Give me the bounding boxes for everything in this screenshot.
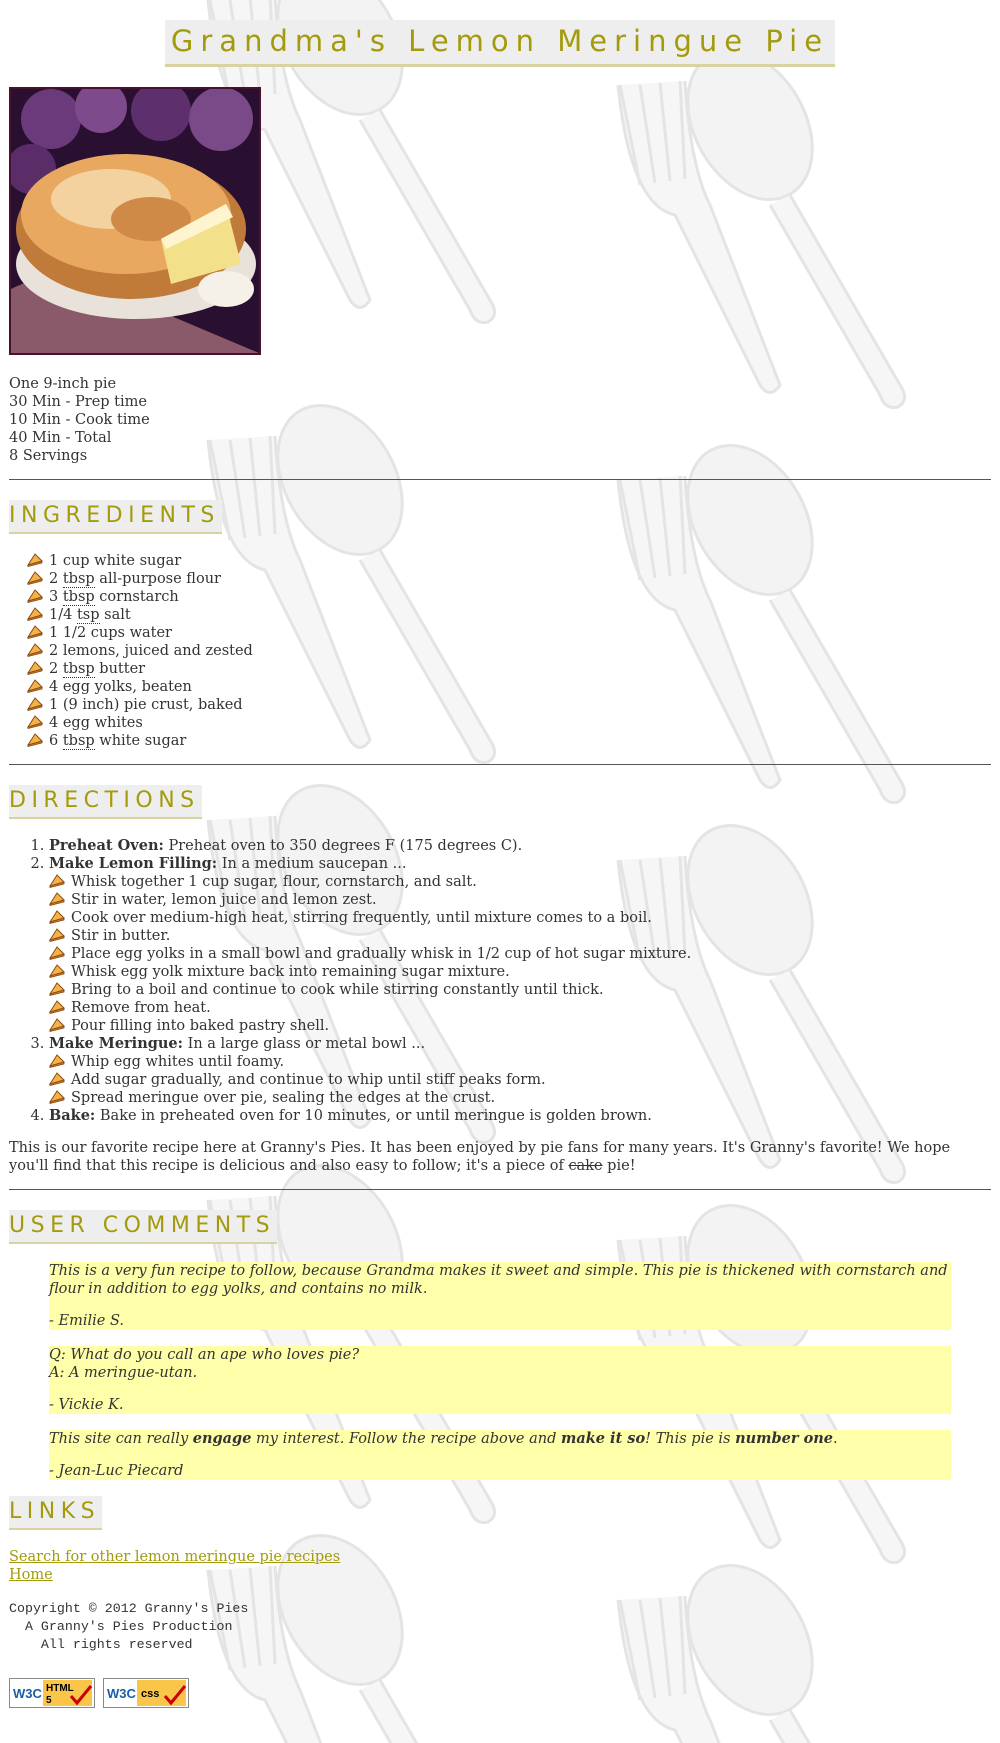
- ingredient-item: 4 egg whites: [27, 714, 991, 732]
- comment-vickie: [49, 1346, 951, 1414]
- comment-text: This is a very fun recipe to follow, because Grandma makes it sweet and simple. This pie is thickened with cornstarch and flour in addition to egg yolks, and contains no milk.: [49, 1263, 948, 1297]
- step-label: Make Meringue:: [49, 1035, 183, 1052]
- pie-slice-icon: [27, 679, 43, 693]
- direction-step: [49, 1107, 991, 1125]
- divider: [9, 479, 991, 480]
- comments-heading: USER COMMENTS: [9, 1210, 277, 1244]
- yield-text: One 9-inch pie: [9, 376, 117, 392]
- substep-item: Whisk egg yolk mixture back into remaining sugar mixture.: [49, 963, 991, 981]
- ingredient-item: 2 lemons, juiced and zested: [27, 642, 991, 660]
- pie-slice-icon: [49, 982, 65, 996]
- unit-abbr: tbsp: [62, 571, 95, 587]
- ingredient-item: 2 tbsp butter: [27, 660, 991, 678]
- cook-time-text: 10 Min - Cook time: [9, 412, 150, 428]
- substep-item: Place egg yolks in a small bowl and gradually whisk in 1/2 cup of hot sugar mixture.: [49, 945, 991, 963]
- note-end: pie!: [602, 1158, 636, 1174]
- pie-slice-icon: [49, 1072, 65, 1086]
- pie-slice-icon: [49, 928, 65, 942]
- comment-text: This site can really engage my interest. Follow the recipe above and make it so! This pie is number one.: [49, 1430, 838, 1447]
- css-label: css: [141, 1688, 160, 1700]
- total-time-text: 40 Min - Total: [9, 430, 112, 446]
- note-text: This is our favorite recipe here at Granny's Pies. It has been enjoyed by pie fans for many years. It's Granny's favorite! We hope you'll find that this recipe is delicious and also easy to follow; it's a piece of: [9, 1140, 951, 1174]
- production-line: A Granny's Pies Production: [9, 1619, 233, 1634]
- ingredient-item: 1 cup white sugar: [27, 552, 991, 570]
- substep-list: [49, 1053, 991, 1107]
- ingredient-item: 2 tbsp all-purpose flour: [27, 570, 991, 588]
- pie-slice-icon: [49, 1090, 65, 1104]
- html-version: 5: [46, 1695, 52, 1706]
- html-label: HTML: [46, 1683, 74, 1694]
- comment-signature: - Emilie S.: [49, 1313, 124, 1329]
- page-title: Grandma's Lemon Meringue Pie: [165, 20, 835, 67]
- recipe-note: [9, 1139, 964, 1175]
- pie-slice-icon: [27, 643, 43, 657]
- step-text: Preheat oven to 350 degrees F (175 degrees C).: [163, 838, 523, 854]
- comment-signature: - Vickie K.: [49, 1397, 124, 1413]
- divider: [9, 1189, 991, 1190]
- pie-slice-icon: [49, 1000, 65, 1014]
- substep-item: Spread meringue over pie, sealing the edges at the crust.: [49, 1089, 991, 1107]
- substep-item: Remove from heat.: [49, 999, 991, 1017]
- w3c-css-badge[interactable]: [103, 1678, 189, 1708]
- substep-item: Stir in water, lemon juice and lemon zest.: [49, 891, 991, 909]
- ingredient-item: 1 (9 inch) pie crust, baked: [27, 696, 991, 714]
- substep-item: Whip egg whites until foamy.: [49, 1053, 991, 1071]
- pie-slice-icon: [49, 946, 65, 960]
- direction-step: [49, 837, 991, 855]
- substep-item: Bring to a boil and continue to cook while stirring constantly until thick.: [49, 981, 991, 999]
- unit-abbr: tbsp: [62, 733, 95, 749]
- ingredients-list: [9, 552, 991, 750]
- substep-item: Add sugar gradually, and continue to whip until stiff peaks form.: [49, 1071, 991, 1089]
- copyright-block: [9, 1600, 991, 1654]
- substep-item: Whisk together 1 cup sugar, flour, cornstarch, and salt.: [49, 873, 991, 891]
- pie-slice-icon: [49, 964, 65, 978]
- pie-slice-icon: [27, 697, 43, 711]
- rights-line: All rights reserved: [9, 1637, 193, 1652]
- substep-list: [49, 873, 991, 1035]
- unit-abbr: tbsp: [62, 589, 95, 605]
- ingredient-item: 4 egg yolks, beaten: [27, 678, 991, 696]
- w3c-html5-badge[interactable]: [9, 1678, 95, 1708]
- substep-item: Stir in butter.: [49, 927, 991, 945]
- directions-heading: DIRECTIONS: [9, 785, 202, 819]
- ingredients-heading: INGREDIENTS: [9, 500, 222, 534]
- comment-question: Q: What do you call an ape who loves pie?: [49, 1347, 360, 1363]
- ingredient-item: 6 tbsp white sugar: [27, 732, 991, 750]
- note-strike: cake: [568, 1158, 603, 1174]
- ingredient-item: 1/4 tsp salt: [27, 606, 991, 624]
- pie-slice-icon: [49, 910, 65, 924]
- w3c-label: W3C: [107, 1686, 136, 1701]
- step-label: Preheat Oven:: [49, 837, 164, 854]
- prep-time-text: 30 Min - Prep time: [9, 394, 147, 410]
- pie-slice-icon: [27, 625, 43, 639]
- pie-slice-icon: [27, 733, 43, 747]
- pie-photo: [9, 87, 261, 355]
- pie-slice-icon: [27, 571, 43, 585]
- step-text: In a large glass or metal bowl ...: [183, 1036, 426, 1052]
- substep-item: Pour filling into baked pastry shell.: [49, 1017, 991, 1035]
- pie-slice-icon: [49, 892, 65, 906]
- comment-answer: A: A meringue-utan.: [49, 1365, 198, 1381]
- comment-signature: - Jean-Luc Piecard: [49, 1463, 184, 1479]
- direction-step: [49, 1035, 991, 1107]
- ingredient-item: 1 1/2 cups water: [27, 624, 991, 642]
- divider: [9, 764, 991, 765]
- unit-abbr: tbsp: [62, 661, 95, 677]
- unit-abbr: tsp: [76, 607, 100, 623]
- step-text: Bake in preheated oven for 10 minutes, or until meringue is golden brown.: [95, 1108, 652, 1124]
- directions-list: [9, 837, 991, 1125]
- pie-slice-icon: [27, 661, 43, 675]
- step-text: In a medium saucepan ...: [217, 856, 407, 872]
- pie-slice-icon: [27, 553, 43, 567]
- comment-emilie: [49, 1262, 951, 1330]
- direction-step: [49, 855, 991, 1035]
- pie-slice-icon: [27, 715, 43, 729]
- servings-text: 8 Servings: [9, 448, 88, 464]
- step-label: Bake:: [49, 1107, 96, 1124]
- search-recipes-link[interactable]: Search for other lemon meringue pie recipes: [9, 1549, 341, 1565]
- ingredient-item: 3 tbsp cornstarch: [27, 588, 991, 606]
- comment-jean-luc: [49, 1430, 951, 1480]
- home-link[interactable]: Home: [9, 1567, 53, 1583]
- substep-item: Cook over medium-high heat, stirring frequently, until mixture comes to a boil.: [49, 909, 991, 927]
- copyright-line: Copyright © 2012 Granny's Pies: [9, 1601, 249, 1616]
- pie-slice-icon: [49, 1018, 65, 1032]
- pie-slice-icon: [27, 607, 43, 621]
- w3c-label: W3C: [13, 1686, 42, 1701]
- pie-slice-icon: [27, 589, 43, 603]
- links-heading: LINKS: [9, 1496, 102, 1530]
- step-label: Make Lemon Filling:: [49, 855, 218, 872]
- pie-slice-icon: [49, 1054, 65, 1068]
- pie-slice-icon: [49, 874, 65, 888]
